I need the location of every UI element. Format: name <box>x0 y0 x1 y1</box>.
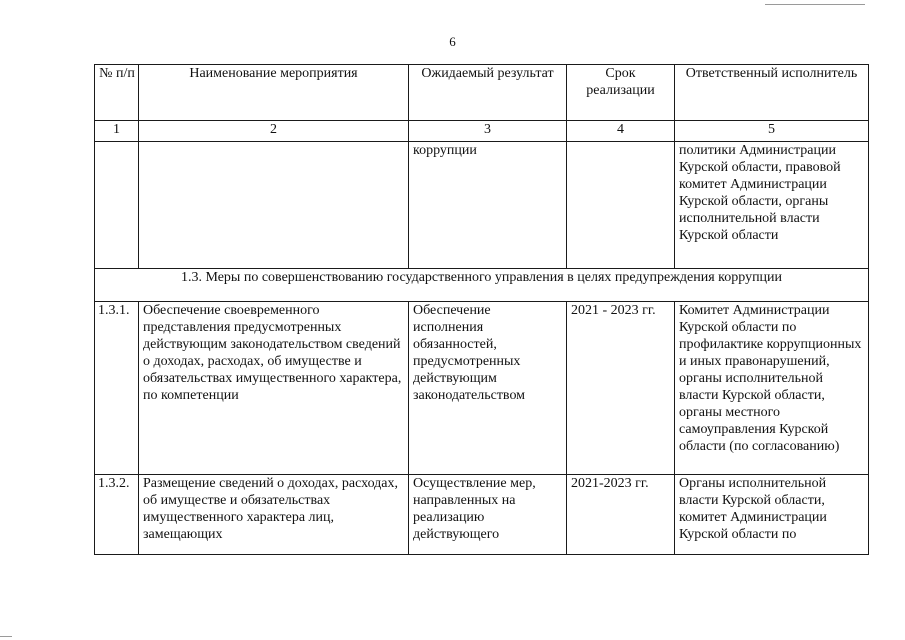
cell-term <box>567 142 675 269</box>
cell-result: Осуществление мер, направленных на реализацию действующего <box>409 475 567 555</box>
column-number: 1 <box>95 121 139 142</box>
page-number: 6 <box>449 34 456 49</box>
cell-name <box>139 142 409 269</box>
column-number: 3 <box>409 121 567 142</box>
header-activity-name: Наименование мероприятия <box>139 65 409 121</box>
cell-result: коррупции <box>409 142 567 269</box>
table-row <box>95 302 869 475</box>
cell-term: 2021 - 2023 гг. <box>567 302 675 475</box>
cell-name: Обеспечение своевременного представления предусмотренных действующим законодательством сведений о доходах, расходах, об имуществе и обязательствах имущественного характера, по компетенции <box>139 302 409 475</box>
continuation-row <box>95 142 869 269</box>
header-term: Срок реализации <box>567 65 675 121</box>
table-row <box>95 475 869 555</box>
section-title: 1.3. Меры по совершенствованию государственного управления в целях предупреждения коррупции <box>95 269 869 302</box>
column-number: 5 <box>675 121 869 142</box>
table-header-row <box>95 65 869 121</box>
header-executor: Ответственный исполнитель <box>675 65 869 121</box>
cell-executor: Комитет Администрации Курской области по профилактике коррупционных и иных правонарушений, органы исполнительной власти Курской области, органы местного самоуправления Курской области (по согласованию) <box>675 302 869 475</box>
corner-mark <box>0 636 12 637</box>
cell-executor: Органы исполнительной власти Курской области, комитет Администрации Курской области по <box>675 475 869 555</box>
section-row <box>95 269 869 302</box>
measures-table <box>94 64 869 555</box>
cell-name: Размещение сведений о доходах, расходах, об имуществе и обязательствах имущественного характера лиц, замещающих <box>139 475 409 555</box>
cell-number <box>95 142 139 269</box>
column-numbers-row <box>95 121 869 142</box>
column-number: 4 <box>567 121 675 142</box>
header-expected-result: Ожидаемый результат <box>409 65 567 121</box>
cell-result: Обеспечение исполнения обязанностей, предусмотренных действующим законодательством <box>409 302 567 475</box>
cell-term: 2021-2023 гг. <box>567 475 675 555</box>
cell-number: 1.3.2. <box>95 475 139 555</box>
header-number: № п/п <box>95 65 139 121</box>
column-number: 2 <box>139 121 409 142</box>
cell-number: 1.3.1. <box>95 302 139 475</box>
cell-executor: политики Администрации Курской области, правовой комитет Администрации Курской области, органы исполнительной власти Курской области <box>675 142 869 269</box>
top-decorative-rule <box>765 4 865 5</box>
